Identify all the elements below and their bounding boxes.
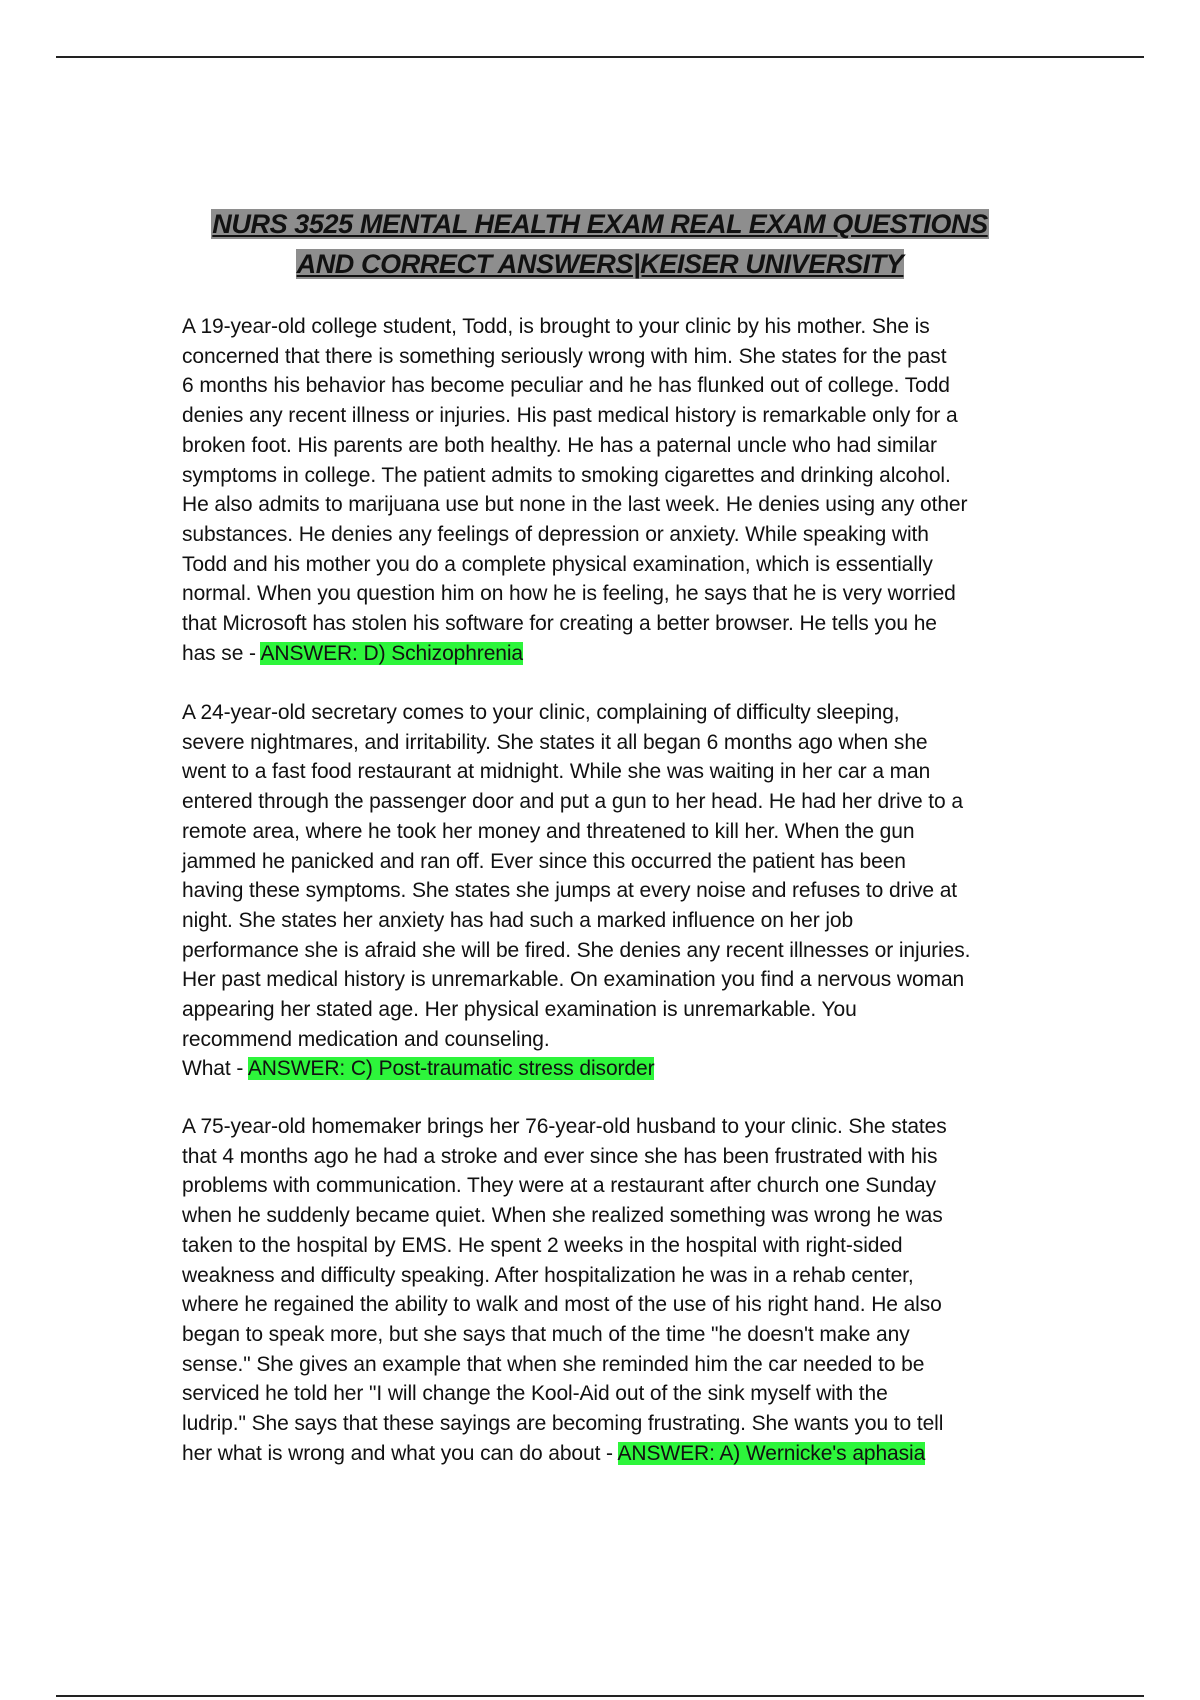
title-line-1: NURS 3525 MENTAL HEALTH EXAM REAL EXAM QUESTIONS <box>212 209 988 239</box>
question-text-line: serviced he told her "I will change the Kool-Aid out of the sink myself with the <box>182 1382 888 1406</box>
question-text-line: recommend medication and counseling. <box>182 1027 550 1051</box>
question-block <box>182 312 1032 668</box>
question-text-line: problems with communication. They were at a restaurant after church one Sunday <box>182 1174 937 1198</box>
answer-highlight: ANSWER: C) Post-traumatic stress disorder <box>247 1057 655 1081</box>
question-text-line: sense." She gives an example that when she reminded him the car needed to be <box>182 1352 925 1376</box>
top-rule <box>56 56 1144 58</box>
question-block <box>182 1112 1032 1468</box>
question-text-line: A 24-year-old secretary comes to your clinic, complaining of difficulty sleeping, <box>182 701 900 724</box>
question-text-tail: her what is wrong and what you can do about - <box>182 1441 618 1465</box>
bottom-rule <box>56 1695 1144 1697</box>
question-text-line: when he suddenly became quiet. When she realized something was wrong he was <box>182 1204 943 1228</box>
question-text-line: entered through the passenger door and put a gun to her head. He had her drive to a <box>182 790 963 814</box>
question-text-line: Her past medical history is unremarkable. On examination you find a nervous woman <box>182 968 965 992</box>
question-text-line: appearing her stated age. Her physical examination is unremarkable. You <box>182 998 857 1022</box>
question-text-line: where he regained the ability to walk and most of the use of his right hand. He also <box>182 1293 942 1317</box>
question-text-line: Todd and his mother you do a complete physical examination, which is essentially <box>182 552 933 576</box>
question-text-line: remote area, where he took her money and threatened to kill her. When the gun <box>182 819 915 843</box>
question-text-line: broken foot. His parents are both healthy. He has a paternal uncle who had similar <box>182 433 937 457</box>
question-text-line: denies any recent illness or injuries. His past medical history is remarkable only for a <box>182 404 958 428</box>
answer-highlight: ANSWER: A) Wernicke's aphasia <box>617 1441 926 1465</box>
question-last-line <box>182 1054 1032 1084</box>
question-text-line: that 4 months ago he had a stroke and ever since she has been frustrated with his <box>182 1144 938 1168</box>
question-block <box>182 698 1032 1084</box>
question-last-line <box>182 639 1032 669</box>
question-text-line: A 75-year-old homemaker brings her 76-year-old husband to your clinic. She states <box>182 1115 947 1138</box>
question-text-tail: What - <box>182 1057 248 1081</box>
question-text-line: substances. He denies any feelings of depression or anxiety. While speaking with <box>182 522 929 546</box>
question-text-line: jammed he panicked and ran off. Ever since this occurred the patient has been <box>182 849 906 873</box>
document-title <box>150 204 1050 284</box>
question-text-line: weakness and difficulty speaking. After hospitalization he was in a rehab center, <box>182 1263 914 1287</box>
question-text-tail: has se - <box>182 641 261 665</box>
question-text-line: began to speak more, but she says that much of the time "he doesn't make any <box>182 1322 910 1346</box>
question-text-line: concerned that there is something seriously wrong with him. She states for the past <box>182 344 947 368</box>
question-text-line: symptoms in college. The patient admits to smoking cigarettes and drinking alcohol. <box>182 463 951 487</box>
question-text-line: ludrip." She says that these sayings are becoming frustrating. She wants you to tell <box>182 1412 944 1436</box>
question-text-line: taken to the hospital by EMS. He spent 2 weeks in the hospital with right-sided <box>182 1233 903 1257</box>
question-text-line: went to a fast food restaurant at midnight. While she was waiting in her car a man <box>182 760 931 784</box>
title-line-2: AND CORRECT ANSWERS|KEISER UNIVERSITY <box>296 249 904 279</box>
question-text-line: He also admits to marijuana use but none in the last week. He denies using any other <box>182 493 968 517</box>
question-text-line: A 19-year-old college student, Todd, is brought to your clinic by his mother. She is <box>182 315 930 338</box>
question-text-line: 6 months his behavior has become peculiar and he has flunked out of college. Todd <box>182 374 950 398</box>
question-last-line <box>182 1439 1032 1469</box>
question-text-line: severe nightmares, and irritability. She states it all began 6 months ago when she <box>182 730 928 754</box>
question-text-line: having these symptoms. She states she jumps at every noise and refuses to drive at <box>182 879 958 903</box>
question-text-line: performance she is afraid she will be fired. She denies any recent illnesses or injuries. <box>182 938 971 962</box>
question-text-line: night. She states her anxiety has had such a marked influence on her job <box>182 908 854 932</box>
question-text-line: normal. When you question him on how he is feeling, he says that he is very worried <box>182 582 956 606</box>
answer-highlight: ANSWER: D) Schizophrenia <box>260 641 524 665</box>
question-text-line: that Microsoft has stolen his software for creating a better browser. He tells you he <box>182 612 937 636</box>
